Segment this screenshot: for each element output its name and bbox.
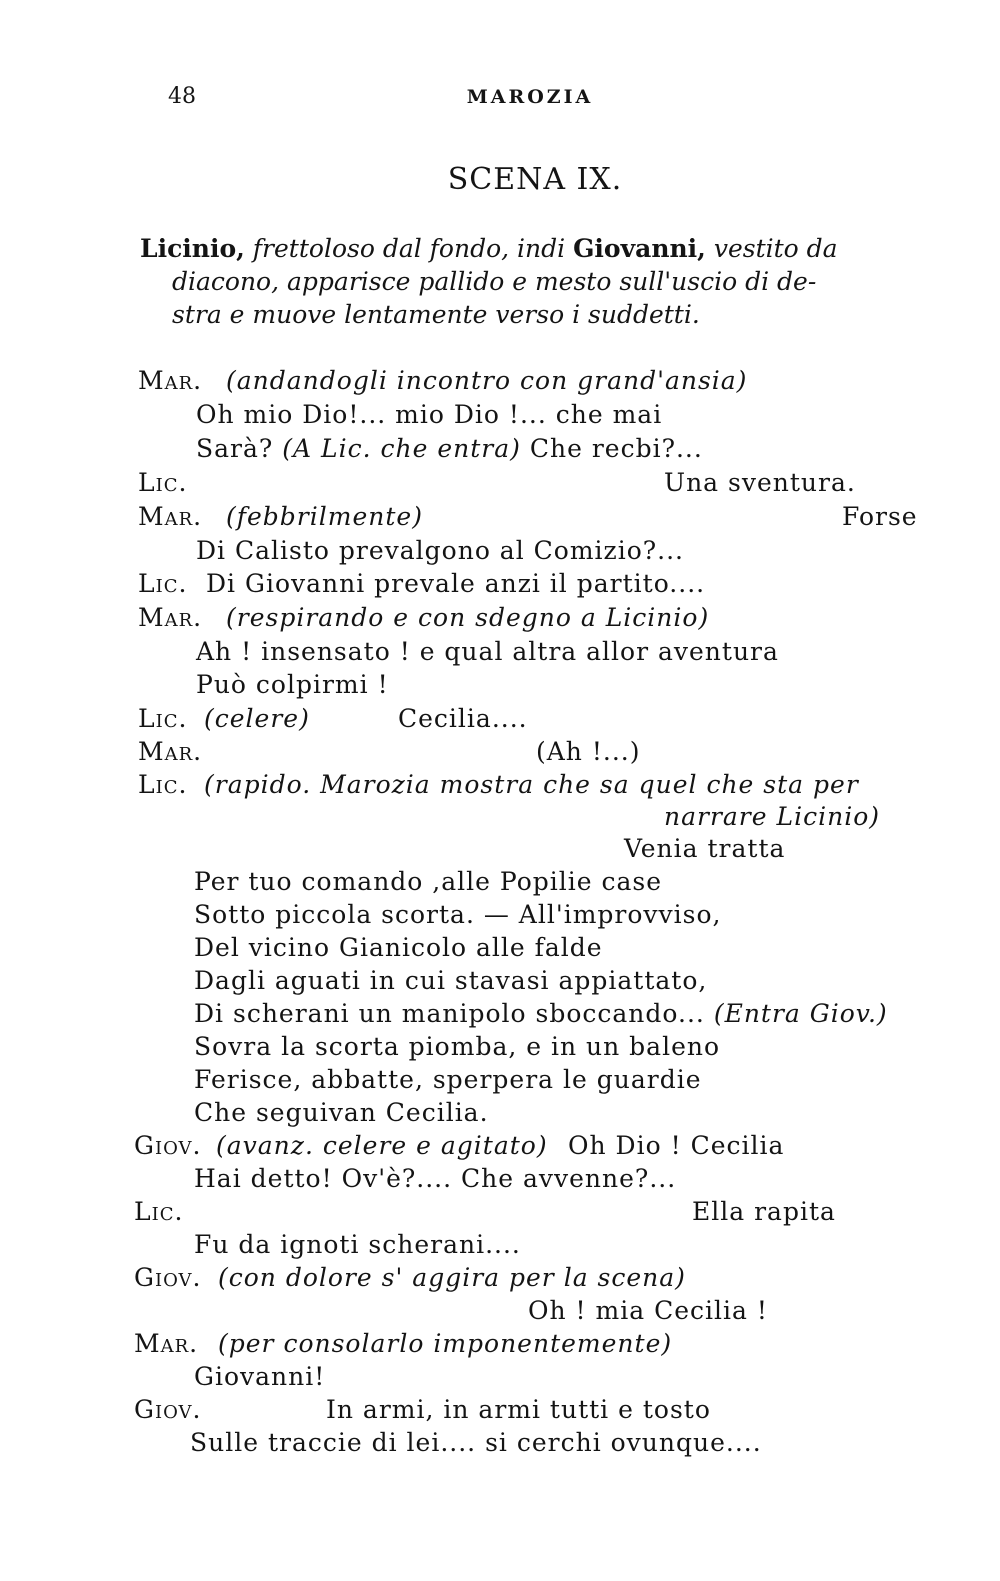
- verse-text-part: Che recbi?...: [520, 434, 703, 463]
- speaker: Lic.: [138, 704, 188, 733]
- verse-text: Oh Dio ! Cecilia: [568, 1131, 785, 1160]
- verse-text: Ella rapita: [692, 1197, 836, 1226]
- verse-text: Cecilia....: [398, 704, 528, 733]
- stage-text: vestito da: [705, 234, 838, 263]
- verse-text: Che seguivan Cecilia.: [194, 1098, 489, 1127]
- verse-text: Sulle traccie di lei.... si cerchi ovunque....: [190, 1428, 762, 1457]
- stage-direction-line: [140, 232, 930, 265]
- speaker: Lic.: [138, 569, 188, 598]
- verse-text: Venia tratta: [624, 834, 786, 863]
- verse-text: Fu da ignoti scherani....: [194, 1230, 521, 1259]
- speaker: Lic.: [134, 1197, 184, 1226]
- speaker: Mar.: [138, 737, 203, 766]
- stage-direction-line: stra e muove lentamente verso i suddetti.: [172, 300, 700, 329]
- speaker: Giov.: [134, 1263, 202, 1292]
- speaker: Mar.: [138, 366, 203, 395]
- verse-text: Forse: [842, 502, 918, 531]
- verse-text: (Ah !...): [536, 737, 641, 766]
- verse-text: Dagli aguati in cui stavasi appiattato,: [194, 966, 708, 995]
- verse-text: Di Calisto prevalgono al Comizio?...: [196, 536, 685, 565]
- stage-aside: (per consolarlo imponentemente): [218, 1329, 673, 1358]
- running-title: MAROZIA: [466, 86, 594, 108]
- verse-text: Di Giovanni prevale anzi il partito....: [206, 569, 706, 598]
- scene-title: SCENA IX.: [447, 162, 623, 197]
- stage-aside: (avanz. celere e agitato): [216, 1131, 548, 1160]
- verse-text: Sovra la scorta piomba, e in un baleno: [194, 1032, 721, 1061]
- stage-aside: (rapido. Marozia mostra che sa quel che sta per: [204, 770, 859, 799]
- stage-direction-line: diacono, apparisce pallido e mesto sull'uscio di de-: [172, 267, 817, 296]
- stage-aside: (febbrilmente): [226, 502, 423, 531]
- page-number: 48: [168, 84, 196, 109]
- verse-text: Ferisce, abbatte, sperpera le guardie: [194, 1065, 702, 1094]
- stage-aside: (andandogli incontro con grand'ansia): [226, 366, 748, 395]
- speaker: Lic.: [138, 770, 188, 799]
- verse-text: In armi, in armi tutti e tosto: [326, 1395, 711, 1424]
- verse-text: [194, 999, 888, 1028]
- speaker: Mar.: [138, 603, 203, 632]
- character-licinio: Licinio,: [140, 234, 245, 263]
- speaker: Giov.: [134, 1131, 202, 1160]
- verse-text: Per tuo comando ,alle Popilie case: [194, 867, 663, 896]
- speaker: Lic.: [138, 468, 188, 497]
- verse-text-part: Sarà?: [196, 434, 283, 463]
- stage-aside: narrare Licinio): [664, 802, 880, 831]
- verse-text: Sotto piccola scorta. — All'improvviso,: [194, 900, 722, 929]
- stage-direction: [140, 232, 930, 331]
- character-giovanni: Giovanni,: [573, 234, 706, 263]
- verse-text: Hai detto! Ov'è?.... Che avvenne?...: [194, 1164, 677, 1193]
- verse-text: Può colpirmi !: [196, 670, 389, 699]
- stage-aside: (respirando e con sdegno a Licinio): [226, 603, 710, 632]
- verse-text: Una sventura.: [664, 468, 856, 497]
- verse-text: [196, 434, 703, 463]
- stage-aside: (celere): [204, 704, 310, 733]
- verse-text: Ah ! insensato ! e qual altra allor aventura: [196, 637, 779, 666]
- stage-aside: (Entra Giov.): [713, 999, 888, 1028]
- verse-text: Giovanni!: [194, 1362, 326, 1391]
- stage-aside: (A Lic. che entra): [282, 434, 521, 463]
- verse-text: Oh ! mia Cecilia !: [528, 1296, 768, 1325]
- verse-text: Oh mio Dio!... mio Dio !... che mai: [196, 400, 663, 429]
- speaker: Giov.: [134, 1395, 202, 1424]
- speaker: Mar.: [138, 502, 203, 531]
- stage-text: frettoloso dal fondo, indi: [244, 234, 574, 263]
- verse-text: Del vicino Gianicolo alle falde: [194, 933, 603, 962]
- speaker: Mar.: [134, 1329, 199, 1358]
- stage-aside: (con dolore s' aggira per la scena): [218, 1263, 686, 1292]
- verse-text-part: Di scherani un manipolo sboccando...: [194, 999, 714, 1028]
